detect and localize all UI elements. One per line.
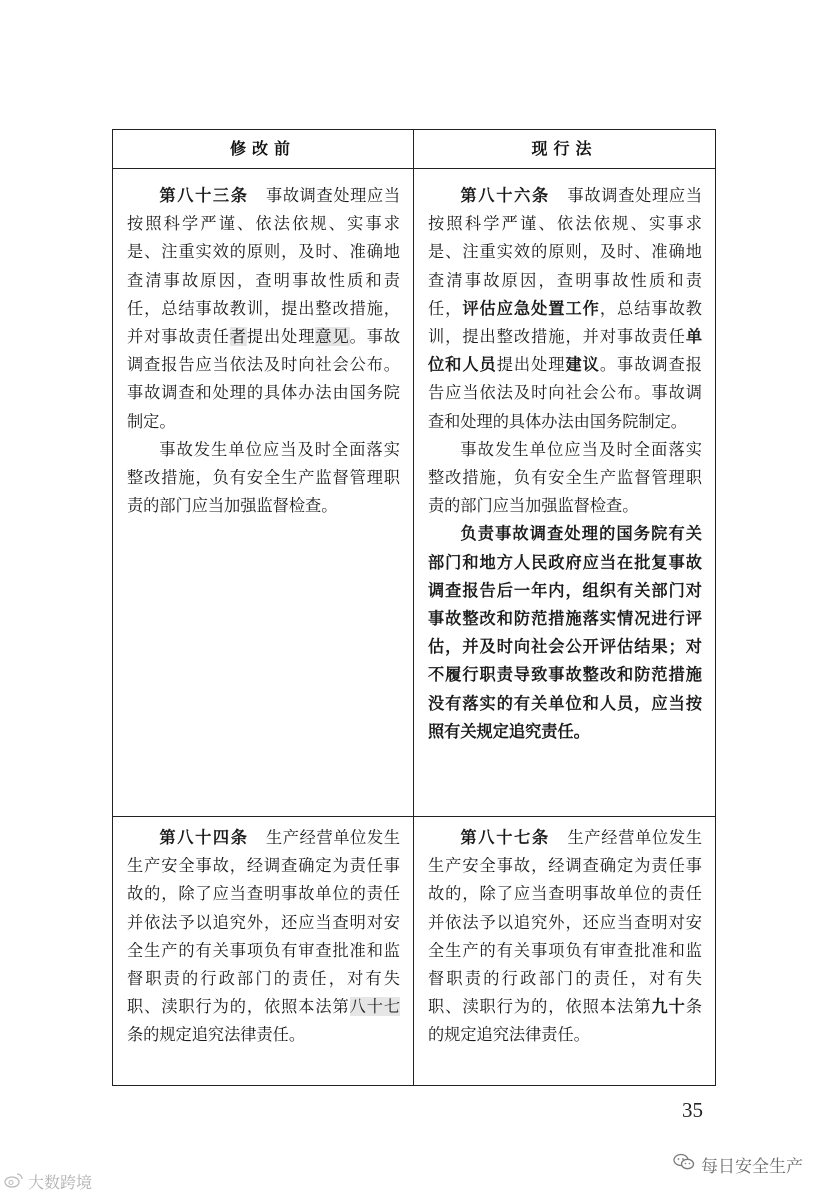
article-number: 第八十七条 <box>460 828 550 847</box>
highlighted-text: 者 <box>229 327 247 347</box>
comparison-table <box>112 129 716 1086</box>
text-segment: 生产经营单位发生生产安全事故，经调查确定为责任事故的，除了应当查明事故单位的责任并依法予以追究外，还应当查明对安全生产的有关事项负有审查批准和监督职责的行政部门的责任，对有失职、渎职行为的，依照本法第 <box>127 828 401 1017</box>
text-segment: 事故调查处理应当按照科学严谨、依法依规、实事求是、注重实效的原则，及时、准确地查清事故原因，查明事故性质和责任， <box>428 186 703 318</box>
highlighted-text: 意见 <box>315 327 350 347</box>
watermark-right-text: 每日安全生产 <box>701 1157 803 1177</box>
paragraph <box>428 824 702 1050</box>
header-divider <box>113 168 715 169</box>
wechat-icon <box>673 1153 695 1176</box>
header-current: 现行法 <box>531 139 598 158</box>
cell-before-art84 <box>113 824 413 1050</box>
article-number: 第八十四条 <box>159 828 249 847</box>
bold-amendment: 评估应急处置工作 <box>462 298 600 318</box>
text-segment: ，总结事故教训，提出整改措施，并对事故责任 <box>428 298 702 347</box>
text-segment: 事故调查处理应当按照科学严谨、依法依规、实事求是、注重实效的原则，及时、准确地查清事故原因，查明事故性质和责任，总结事故教训，提出整改措施，并对事故责任 <box>127 186 401 347</box>
bold-amendment: 建议 <box>565 355 600 375</box>
cell-current-art87 <box>414 824 715 1050</box>
paragraph <box>127 182 400 436</box>
bold-amendment: 九十 <box>651 997 686 1017</box>
highlighted-text: 八十七 <box>349 997 401 1017</box>
page-number: 35 <box>682 1098 703 1122</box>
article-number: 第八十三条 <box>159 186 249 205</box>
text-segment: 提出处理 <box>246 327 316 347</box>
paragraph: 事故发生单位应当及时全面落实整改措施，负有安全生产监督管理职责的部门应当加强监督检查。 <box>428 439 702 516</box>
weibo-icon <box>4 1172 24 1192</box>
cell-before-art83 <box>113 182 413 520</box>
article-number: 第八十六条 <box>460 186 550 205</box>
row-divider <box>113 816 715 817</box>
paragraph <box>127 824 400 1050</box>
bold-new-paragraph: 负责事故调查处理的国务院有关部门和地方人民政府应当在批复事故调查报告后一年内，组织有关部门对事故整改和防范措施落实情况进行评估，并及时向社会公开评估结果；对不履行职责导致事故整改和防范措施没有落实的有关单位和人员，应当按照有关规定追究责任。 <box>428 524 702 741</box>
text-segment: 条的规定追究法律责任。 <box>428 997 702 1045</box>
watermark-left-text: 大数跨境 <box>28 1173 93 1192</box>
watermark-left <box>4 1170 92 1193</box>
text-segment: 提出处理 <box>496 355 566 375</box>
bold-amendment: 单位和人员 <box>428 327 702 375</box>
text-segment: 。事故调查报告应当依法及时向社会公布。事故调查和处理的具体办法由国务院制定。 <box>127 327 401 431</box>
text-segment: 。事故调查报告应当依法及时向社会公布。事故调查和处理的具体办法由国务院制定。 <box>428 355 702 431</box>
text-segment: 生产经营单位发生生产安全事故，经调查确定为责任事故的，除了应当查明事故单位的责任并依法予以追究外，还应当查明对安全生产的有关事项负有审查批准和监督职责的行政部门的责任，对有失职、渎职行为的，依照本法第 <box>428 828 703 1017</box>
paragraph <box>428 182 702 436</box>
text-segment: 条的规定追究法律责任。 <box>127 1025 306 1045</box>
watermark-right <box>673 1152 803 1177</box>
header-before: 修改前 <box>229 139 296 158</box>
cell-current-art86 <box>414 182 715 746</box>
paragraph: 事故发生单位应当及时全面落实整改措施，负有安全生产监督管理职责的部门应当加强监督检查。 <box>127 439 400 516</box>
